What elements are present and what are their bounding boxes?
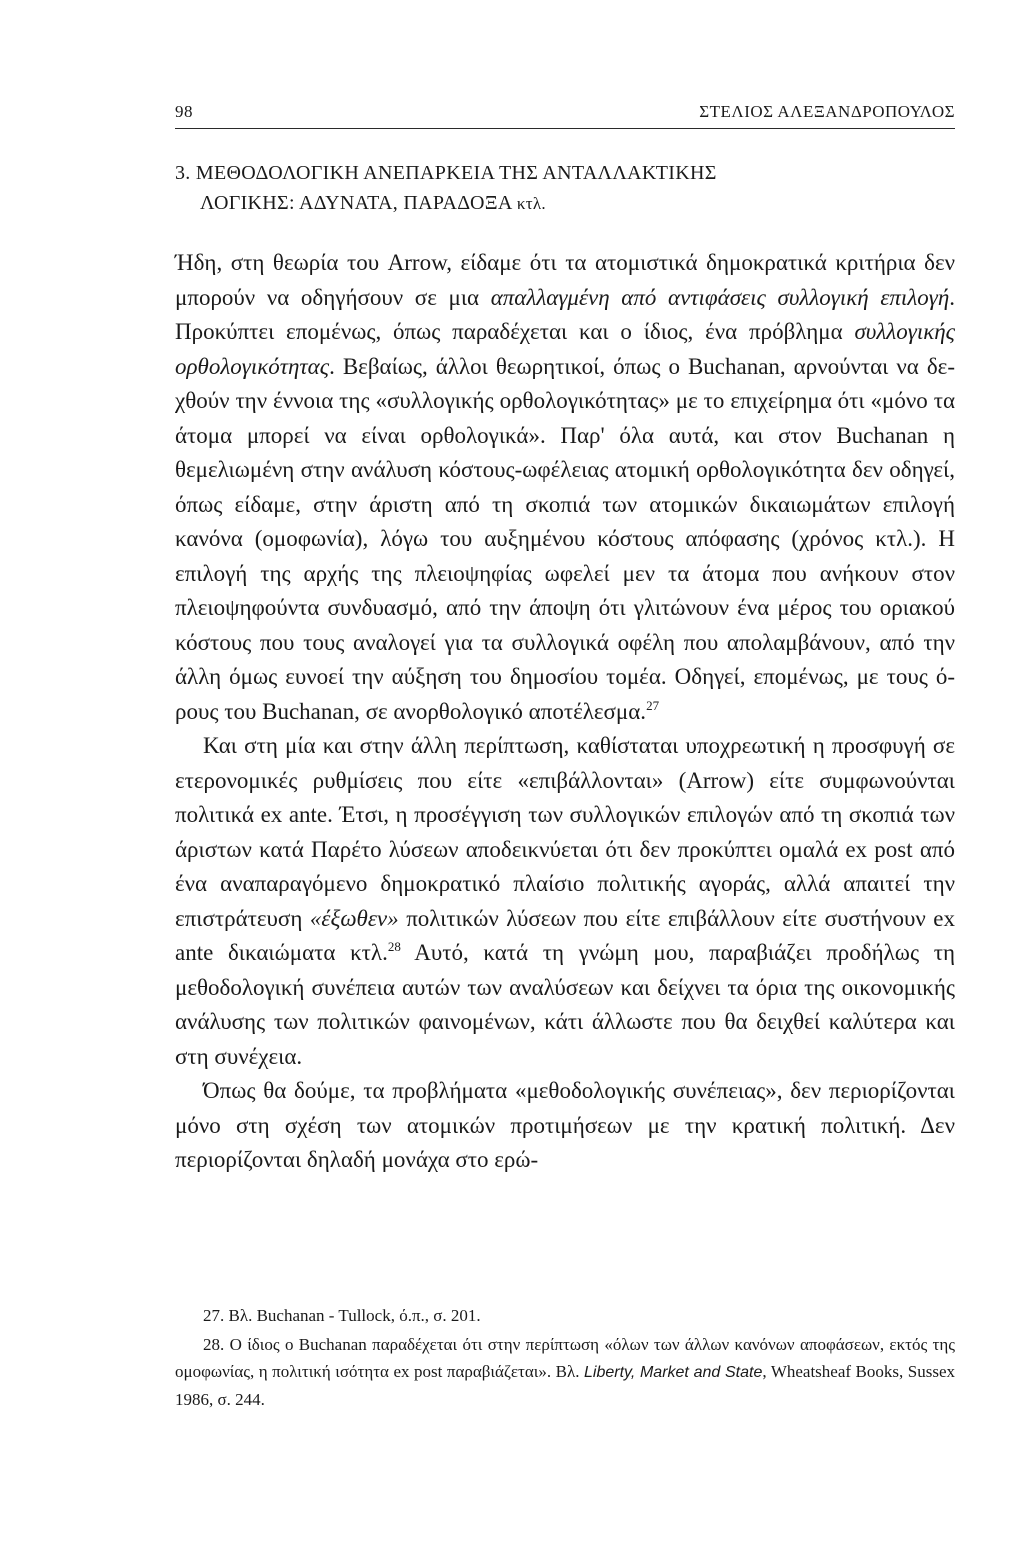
section-heading: [175, 158, 955, 219]
body-text: [175, 246, 955, 1178]
footnote-ref-27[interactable]: 27: [646, 697, 660, 713]
paragraph-1: [175, 246, 955, 729]
p2-text-3: Αυτό, κατά τη γνώμη μου, παραβιάζει προδήλως τη μεθοδολογική συνέπεια αυτών των αναλύσεων και δείχνει τα όρια της οικονομικής ανάλυσης των πολιτικών φαινομένων, κάτι άλλωστε που θα δειχθεί καλύτερα και στη συνέχεια.: [175, 940, 955, 1069]
section-heading-line-2: [175, 188, 955, 219]
p1-emphasis-1: απαλλαγμένη από αντιφάσεις συλλογική επιλογή: [490, 284, 950, 310]
footnote-28: [175, 1331, 955, 1413]
p1-text-1: Ήδη, στη θεωρία του Arrow, είδαμε ότι τα ατομιστικά δημοκρατικά κριτήρια δεν μπορούν να οδηγήσουν σε μια: [175, 250, 955, 310]
footnote-27: 27. Βλ. Buchanan - Tullock, ό.π., σ. 201.: [203, 1306, 481, 1325]
p2-text-1: Και στη μία και στην άλλη περίπτωση, καθίσταται υποχρεωτική η προσφυγή σε ετερονομικές ρυθμίσεις που είτε «επιβάλλονται» (Arrow) είτε συμφωνούνται πολιτικά ex ante. Έτσι, η προσέγγιση των συλλογικών επιλογών από τη σκοπιά των άριστων κατά Παρέτο λύσεων αποδεικνύεται ότι δεν προκύπτει ομαλά ex post από ένα αναπαραγόμενο δημοκρατικό πλαίσιο πολιτικής αγοράς, αλλά απαιτεί την επιστράτευση: [175, 733, 955, 931]
p1-text-2: . Προκύπτει επομένως, όπως παραδέχεται και ο ίδιος, ένα πρόβλημα: [175, 284, 956, 344]
paragraph-2: [175, 729, 955, 1074]
footnotes: [175, 1302, 955, 1415]
running-head: [175, 100, 955, 129]
p1-emphasis-2: συλλογικής ορθολογικότητας: [175, 319, 955, 379]
section-heading-line-2-text: ΛΟΓΙΚΗΣ: ΑΔΥΝΑΤΑ, ΠΑΡΑΔΟΞΑ: [200, 192, 517, 214]
paragraph-3: Όπως θα δούμε, τα προβλήματα «μεθοδολογικής συνέπειας», δεν περιορίζονται μόνο στη σχέση των ατομικών προτιμήσεων με την κρατική πολιτική. Δεν περιορίζονται δηλαδή μονάχα στο ερώ-: [175, 1078, 955, 1172]
section-heading-line-2-abbrev: κτλ.: [516, 194, 546, 213]
footnote-28-text-1: 28. Ο ίδιος ο Buchanan παραδέχεται ότι στην περίπτωση «όλων των άλλων κανόνων αποφάσεων, εκτός της ομοφωνίας, η πολιτική ισότητα ex post παραβιάζεται». Βλ.: [175, 1335, 955, 1381]
p1-text-3: . Βεβαίως, άλλοι θεωρητικοί, όπως ο Buchanan, αρνούνται να δεχθούν την έννοια της «συλλογικής ορθολογικότητας» με το επιχείρημα ότι «μόνο τα άτομα μπορεί να είναι ορθολογικά». Παρ' όλα αυτά, και στον Buchanan η θεμελιωμένη στην ανάλυση κόστους-ωφέλειας ατομική ορθολογικότητα δεν οδηγεί, όπως είδαμε, στην άριστη από τη σκοπιά των ατομικών δικαιωμάτων επιλογή κανόνα (ομοφωνία), λόγω του αυξημένου κόστους απόφασης (χρόνος κτλ.). Η επιλογή της αρχής της πλειοψηφίας ωφελεί μεν τα άτομα που ανήκουν στον πλειοψηφούντα συνδυασμό, από την άποψη ότι γλιτώνουν ένα μέρος του οριακού κόστους που τους αναλογεί για τα συλλογικά οφέλη που απολαμβάνουν, από την άλλη όμως ευνοεί την αύξηση του δημοσίου τομέα. Οδηγεί, επομένως, με τους όρους του Buchanan, σε ανορθολογικό αποτέλεσμα.: [175, 353, 955, 724]
running-head-author: ΣΤΕΛΙΟΣ ΑΛΕΞΑΝΔΡΟΠΟΥΛΟΣ: [699, 102, 955, 121]
section-heading-line-1: 3. ΜΕΘΟΔΟΛΟΓΙΚΗ ΑΝΕΠΑΡΚΕΙΑ ΤΗΣ ΑΝΤΑΛΛΑΚΤΙΚΗΣ: [175, 162, 717, 184]
footnote-28-text-2: , Wheatsheaf Books, Sussex 1986, σ. 244.: [175, 1362, 956, 1409]
p2-text-2: πολιτικών λύσεων που είτε επιβάλλουν είτε συστήνουν ex ante δικαιώματα κτλ.: [175, 905, 955, 965]
footnote-ref-28[interactable]: 28: [387, 939, 401, 954]
p2-emphasis-1: «έξωθεν»: [309, 905, 399, 931]
page-number: 98: [175, 102, 193, 121]
footnote-28-title: Liberty, Market and State: [583, 1364, 763, 1381]
